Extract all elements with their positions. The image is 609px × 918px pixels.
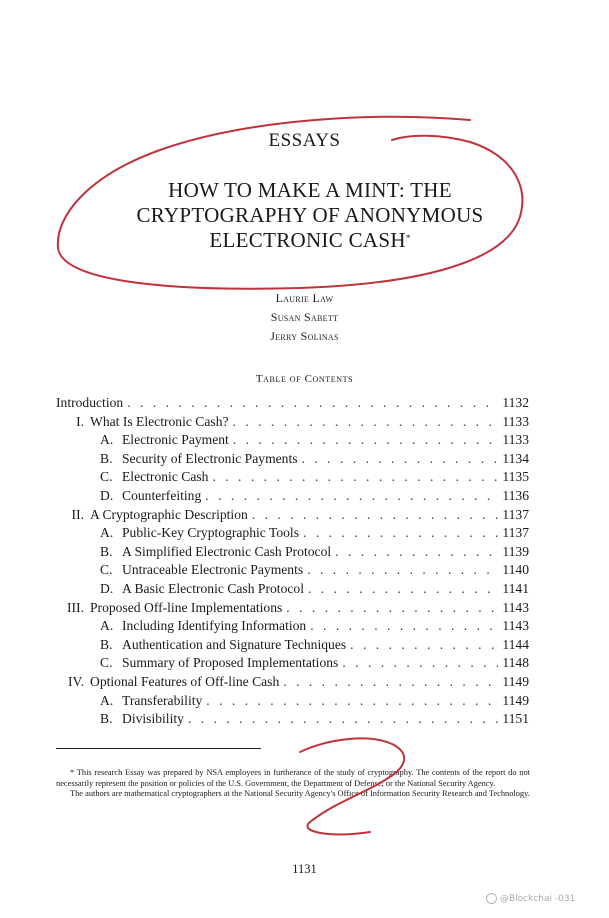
toc-dot-leader (335, 543, 498, 562)
toc-entry (56, 561, 529, 580)
toc-entry-page: 1149 (502, 673, 529, 689)
toc-entry (56, 487, 529, 506)
author-list (0, 289, 609, 346)
toc-entry-label: A Cryptographic Description (90, 506, 248, 522)
toc-entry-page: 1137 (502, 506, 529, 522)
author-name: Susan Sabett (270, 310, 339, 324)
toc-entry-page: 1134 (502, 450, 529, 466)
toc-entry-label: What Is Electronic Cash? (90, 413, 229, 429)
toc-entry (56, 394, 529, 413)
toc-entry-label: Public-Key Cryptographic Tools (122, 525, 300, 541)
toc-dot-leader (302, 450, 499, 469)
toc-entry-number: A. (100, 618, 114, 634)
toc-dot-leader (350, 636, 498, 655)
toc-dot-leader (188, 710, 498, 729)
toc-entry-page: 1148 (502, 655, 529, 671)
toc-entry-label: Counterfeiting (122, 487, 202, 503)
toc-entry (56, 636, 529, 655)
toc-entry (56, 580, 529, 599)
toc-entry-number: A. (100, 432, 114, 448)
page-number: 1131 (292, 862, 317, 876)
toc-entry-number: B. (100, 543, 113, 559)
toc-entry-number: A. (100, 692, 114, 708)
toc-entry-page: 1143 (502, 599, 529, 615)
toc-entry-number: A. (100, 525, 114, 541)
toc-dot-leader (283, 673, 498, 692)
toc-dot-leader (342, 654, 498, 673)
toc-entry-number: B. (100, 450, 113, 466)
title-line-2: CRYPTOGRAPHY OF ANONYMOUS (136, 203, 484, 227)
toc-dot-leader (307, 561, 498, 580)
toc-entry-label: Authentication and Signature Techniques (122, 636, 347, 652)
footnote (56, 768, 530, 800)
toc-entry-label: Transferability (122, 692, 203, 708)
toc-entry-number: C. (100, 655, 113, 671)
toc-entry-number: B. (100, 636, 113, 652)
toc-entry-label: A Simplified Electronic Cash Protocol (122, 543, 332, 559)
toc-entry-page: 1132 (502, 395, 529, 410)
toc-entry (62, 413, 529, 432)
toc-entry-page: 1144 (502, 636, 529, 652)
toc-entry-page: 1141 (502, 580, 529, 596)
toc-dot-leader (308, 580, 498, 599)
toc-dot-leader (206, 692, 498, 711)
toc-dot-leader (252, 506, 499, 525)
footnote-paragraph: * This research Essay was prepared by NSA employees in furtherance of the study of cryptography. The contents of the report do not necessarily represent the position or policies of the U.S. Government, the Department of Defense, or the National Security Agency. (56, 768, 530, 788)
toc-entry (56, 543, 529, 562)
title-line-1: HOW TO MAKE A MINT: THE (168, 178, 452, 202)
toc-entry-page: 1140 (502, 562, 529, 578)
toc-entry-label: Electronic Cash (122, 469, 209, 485)
toc-entry-number: III. (67, 599, 84, 615)
watermark (486, 893, 575, 904)
toc-entry (56, 617, 529, 636)
title-footnote-marker: * (405, 233, 411, 243)
toc-dot-leader (127, 394, 498, 413)
footnote-paragraph: The authors are mathematical cryptographers at the National Security Agency's Office of Information Security Research and Technology. (70, 789, 530, 799)
toc-entry-label: A Basic Electronic Cash Protocol (122, 580, 304, 596)
toc-entry (56, 524, 529, 543)
toc-entry-page: 1139 (502, 543, 529, 559)
toc-entry-page: 1136 (502, 487, 529, 503)
toc-dot-leader (205, 487, 498, 506)
toc-entry-page: 1149 (502, 692, 529, 708)
title-line-3: ELECTRONIC CASH* (209, 228, 411, 252)
toc-entry-number: I. (76, 413, 84, 429)
toc-entry (56, 468, 529, 487)
toc-entry-page: 1137 (502, 525, 529, 541)
toc-dot-leader (233, 413, 499, 432)
toc-dot-leader (303, 524, 498, 543)
toc-entry-label: Proposed Off-line Implementations (90, 599, 283, 615)
toc-dot-leader (233, 431, 498, 450)
toc-dot-leader (310, 617, 498, 636)
toc-entry-page: 1151 (502, 711, 529, 727)
toc-dot-leader (286, 599, 498, 618)
toc-entry-page: 1133 (502, 413, 529, 429)
table-of-contents (56, 394, 529, 729)
toc-entry-number: C. (100, 562, 113, 578)
toc-entry (56, 654, 529, 673)
watermark-logo-icon (486, 893, 497, 904)
toc-entry (56, 710, 529, 729)
toc-entry-number: C. (100, 469, 113, 485)
author-name: Laurie Law (275, 291, 334, 305)
toc-entry-number: II. (71, 506, 84, 522)
toc-entry-number: IV. (68, 673, 84, 689)
toc-entry-label: Electronic Payment (122, 432, 229, 448)
section-heading: ESSAYS (268, 130, 341, 151)
toc-entry (62, 506, 529, 525)
toc-entry-number: B. (100, 711, 113, 727)
toc-entry (56, 692, 529, 711)
toc-entry-label: Untraceable Electronic Payments (122, 562, 304, 578)
toc-heading: Table of Contents (255, 373, 354, 385)
toc-entry-label: Divisibility (122, 711, 184, 727)
watermark-text: @Blockchai -031 (500, 893, 576, 904)
toc-entry-number: D. (100, 580, 114, 596)
essay-title (60, 178, 560, 253)
toc-entry (62, 599, 529, 618)
toc-entry (56, 450, 529, 469)
toc-entry-page: 1143 (502, 618, 529, 634)
toc-entry-number: D. (100, 487, 114, 503)
toc-entry-page: 1133 (502, 432, 529, 448)
toc-entry-label: Security of Electronic Payments (122, 450, 298, 466)
toc-entry-label: Including Identifying Information (122, 618, 307, 634)
toc-entry (62, 673, 529, 692)
toc-dot-leader (212, 468, 498, 487)
toc-entry-page: 1135 (502, 469, 529, 485)
toc-entry (56, 431, 529, 450)
footnote-divider (56, 748, 261, 749)
toc-entry-label: Introduction (56, 395, 124, 410)
toc-entry-label: Summary of Proposed Implementations (122, 655, 339, 671)
toc-entry-label: Optional Features of Off-line Cash (90, 673, 280, 689)
author-name: Jerry Solinas (270, 329, 339, 343)
